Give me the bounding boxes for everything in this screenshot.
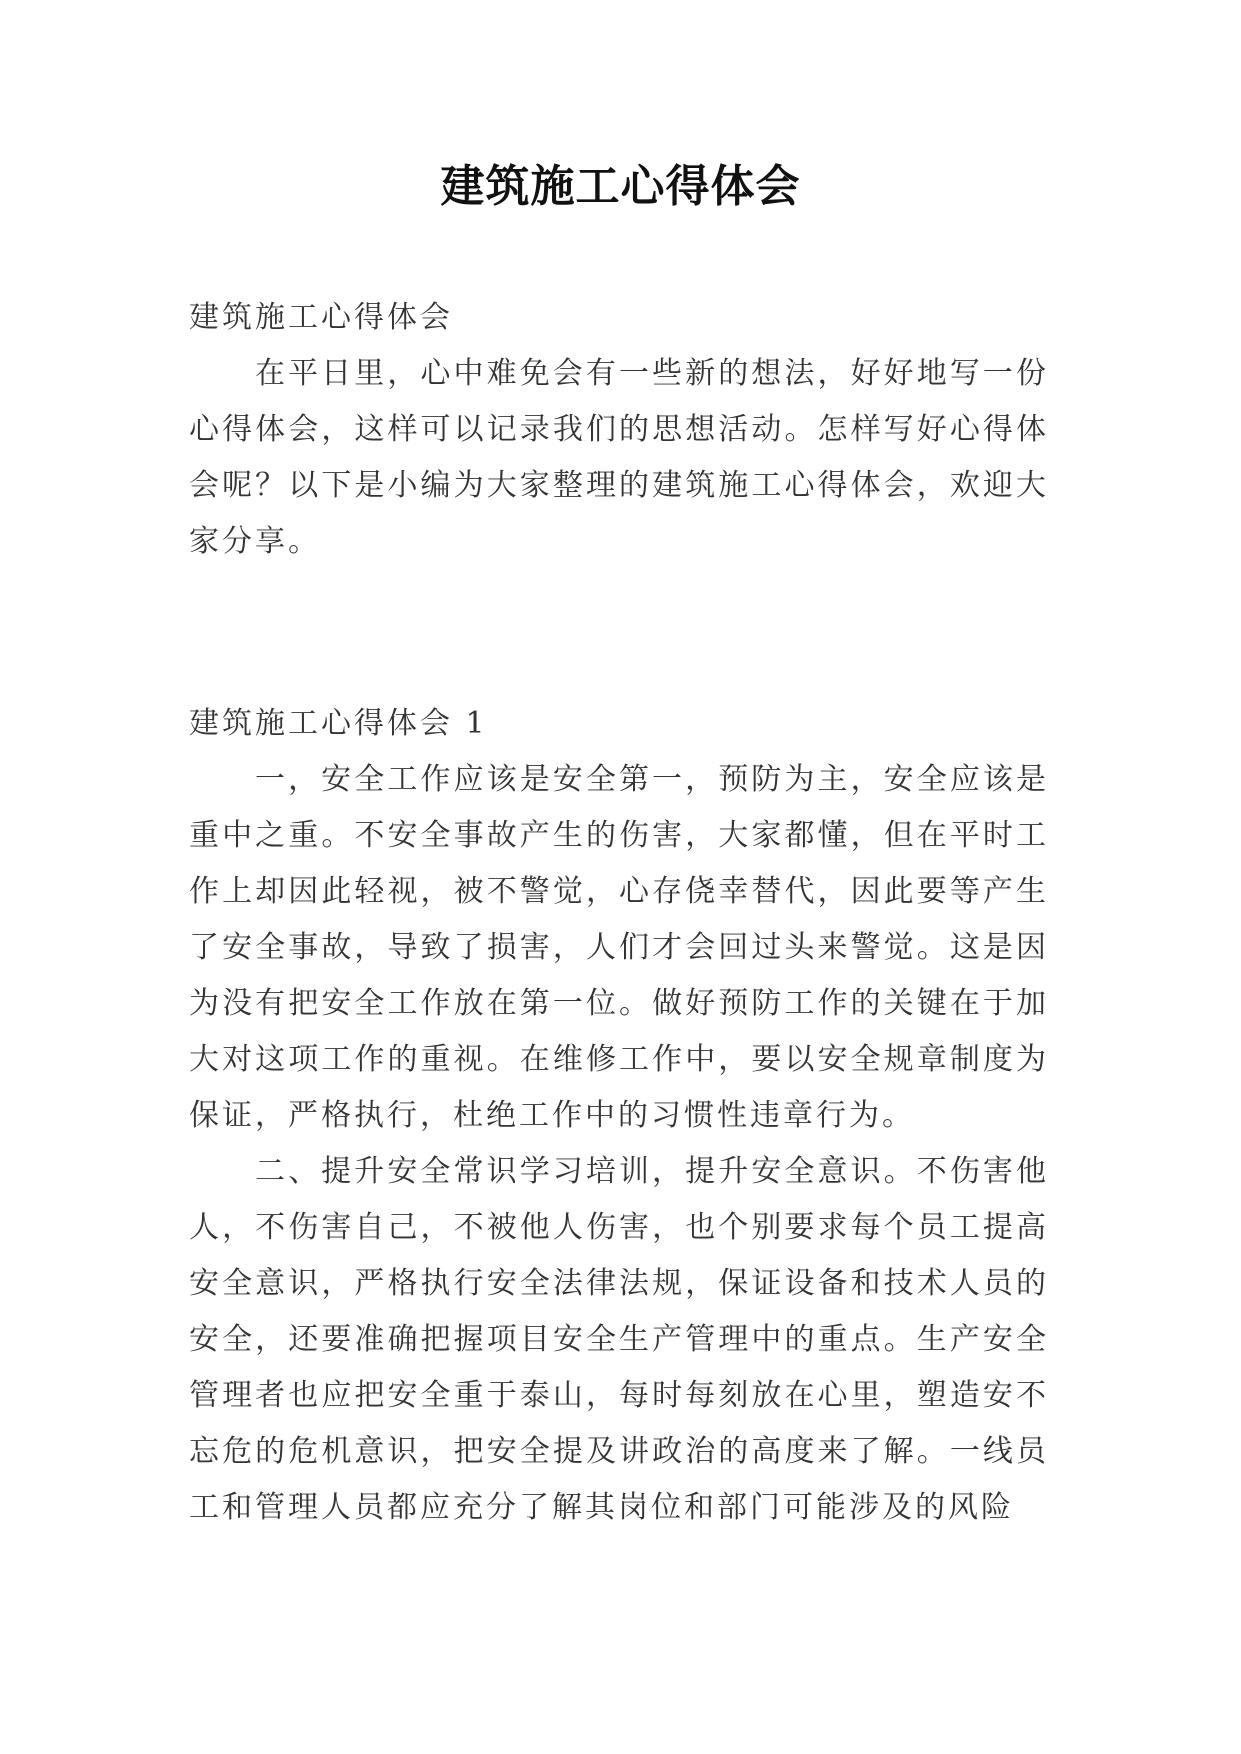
intro-block [189,290,1049,570]
section-1-paragraph-1: 一，安全工作应该是安全第一，预防为主，安全应该是重中之重。不安全事故产生的伤害，大家都懂，但在平时工作上却因此轻视，被不警觉，心存侥幸替代，因此要等产生了安全事故，导致了损害，人们才会回过头来警觉。这是因为没有把安全工作放在第一位。做好预防工作的关键在于加大对这项工作的重视。在维修工作中，要以安全规章制度为保证，严格执行，杜绝工作中的习惯性违章行为。 [189,762,1049,1133]
section-1-heading: 建筑施工心得体会 1 [189,706,488,741]
document-title: 建筑施工心得体会 [440,161,801,212]
section-1-paragraph-2: 二、提升安全常识学习培训，提升安全意识。不伤害他人，不伤害自己，不被他人伤害，也个别要求每个员工提高安全意识，严格执行安全法律法规，保证设备和技术人员的安全，还要准确把握项目安全生产管理中的重点。生产安全管理者也应把安全重于泰山，每时每刻放在心里，塑造安不忘危的危机意识，把安全提及讲政治的高度来了解。一线员工和管理人员都应充分了解其岗位和部门可能涉及的风险 [189,1154,1049,1525]
intro-paragraph: 在平日里，心中难免会有一些新的想法，好好地写一份心得体会，这样可以记录我们的思想活动。怎样写好心得体会呢？以下是小编为大家整理的建筑施工心得体会，欢迎大家分享。 [189,356,1049,559]
section-1 [189,696,1049,1536]
document-heading: 建筑施工心得体会 [189,300,453,335]
